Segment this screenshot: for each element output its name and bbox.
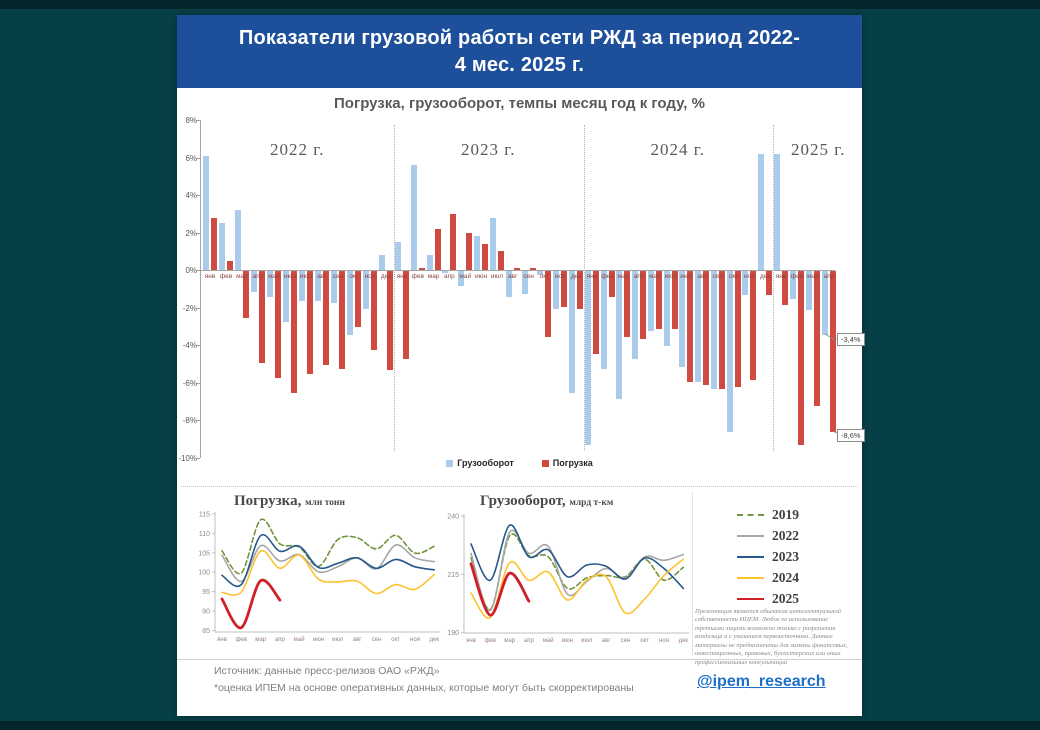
data-label-annotation: -3,4%: [837, 333, 865, 346]
bar: [387, 271, 393, 370]
line-chart-month-label: май: [293, 637, 305, 643]
month-label: май: [649, 273, 661, 280]
legend-label: Погрузка: [552, 458, 593, 468]
bar: [750, 271, 756, 380]
line-chart-month-label: мар: [255, 637, 267, 643]
bar: [211, 218, 217, 271]
line-chart-y-tick-label: 190: [447, 630, 459, 638]
bar: [703, 271, 709, 385]
month-label: дек: [759, 273, 771, 280]
month-label: мар: [807, 273, 819, 280]
line-chart-month-label: сен: [371, 637, 382, 643]
line-chart-month-label: апр: [523, 638, 534, 644]
ipem-research-link[interactable]: @ipem_research: [697, 673, 826, 690]
line-legend-sample: [737, 556, 764, 558]
y-axis-tick-label: -2%: [182, 303, 197, 313]
slide-title-line2: 4 мес. 2025 г.: [454, 53, 585, 76]
bar: [291, 271, 297, 393]
line-chart-month-label: фев: [484, 638, 497, 644]
line-chart-y-tick-label: 115: [198, 511, 210, 519]
legend-divider: [692, 492, 693, 655]
month-label: июн: [475, 273, 488, 280]
line-chart-y-tick-label: 105: [198, 550, 210, 558]
line-chart-month-label: апр: [274, 637, 285, 643]
bar: [235, 210, 241, 270]
month-label: апр: [444, 273, 455, 280]
legend-swatch: [542, 460, 549, 467]
bar: [427, 255, 433, 270]
source-line-1: Источник: данные пресс-релизов ОАО «РЖД»: [214, 665, 440, 677]
bar: [227, 261, 233, 270]
bar: [664, 271, 670, 346]
bar: [403, 271, 409, 359]
bar: [379, 255, 385, 270]
disclaimer-text: Презентация является объектом интеллектуальной собственности ИПЕМ. Любое ее использование третьими лицами возможно только с разрешения владельца и с указанием первоисточника. Данные материалы не предназначены для замены финансовых, инвестиционных, правовых, бухгалтерских или иных профессиональных консультаций: [695, 608, 848, 666]
month-label: сен: [523, 273, 534, 280]
month-label: янв: [586, 273, 598, 280]
line-legend-item-2019: [737, 504, 862, 525]
footer-divider: [177, 659, 862, 660]
bar: [758, 154, 764, 270]
bar: [822, 271, 828, 335]
bar-chart-legend: [177, 458, 862, 468]
bar: [530, 268, 536, 270]
bar: [814, 271, 820, 406]
month-label: окт: [539, 273, 550, 280]
line-chart-month-label: ноя: [410, 637, 420, 643]
line-chart-month-label: июн: [312, 637, 325, 643]
line-legend-label: 2024: [772, 569, 799, 585]
line-legend-item-2022: [737, 525, 862, 546]
month-label: мар: [236, 273, 248, 280]
bar: [395, 242, 401, 270]
y-axis-tick-label: -8%: [182, 416, 197, 425]
bar: [687, 271, 693, 382]
line-chart-month-label: окт: [640, 638, 650, 644]
bar: [203, 156, 209, 270]
bar: [569, 271, 575, 393]
month-label: авг: [317, 273, 327, 280]
month-label: фев: [219, 273, 233, 280]
bar: [435, 229, 441, 270]
line-chart-month-label: янв: [466, 638, 476, 644]
bar: [632, 271, 638, 359]
bar: [593, 271, 599, 354]
month-label: апр: [252, 273, 264, 280]
y-axis-tick-label: 2%: [185, 228, 197, 238]
line-chart-y-tick-label: 85: [202, 627, 210, 635]
y-axis-tick-label: -6%: [182, 378, 197, 388]
month-label: сен: [712, 273, 724, 280]
bar: [798, 271, 804, 445]
loading-chart-unit: млн тонн: [305, 498, 345, 508]
bottom-edge-strip: [0, 721, 1040, 730]
month-label: ноя: [554, 273, 566, 280]
month-label: май: [268, 273, 280, 280]
line-chart-month-label: сен: [620, 638, 631, 644]
line-chart-month-label: мар: [504, 638, 516, 644]
line-legend-sample: [737, 535, 764, 537]
month-label: май: [459, 273, 472, 280]
bar: [498, 251, 504, 270]
month-label: янв: [204, 273, 216, 280]
line-legend-label: 2022: [772, 527, 799, 543]
month-label: янв: [775, 273, 787, 280]
line-chart-month-label: ноя: [659, 638, 669, 644]
bar: [585, 271, 591, 445]
line-chart-y-tick-label: 110: [198, 530, 210, 538]
line-legend-sample: [737, 577, 764, 579]
line-legend-label: 2023: [772, 548, 799, 564]
month-label: июн: [664, 273, 677, 280]
series-line-2023: [222, 535, 434, 587]
line-chart-month-label: авг: [352, 637, 362, 643]
month-label: ноя: [744, 273, 755, 280]
bar: [474, 236, 480, 270]
month-label: апр: [823, 273, 835, 280]
month-label: мар: [617, 273, 630, 280]
line-legend-sample: [737, 598, 764, 600]
line-chart-month-label: май: [542, 638, 554, 644]
bar-chart: [177, 15, 862, 485]
month-label: авг: [697, 273, 707, 280]
bar: [323, 271, 329, 365]
year-divider: [394, 125, 395, 451]
bar: [419, 268, 425, 270]
y-axis-tick-label: -4%: [182, 341, 197, 350]
line-chart-month-label: дек: [429, 637, 440, 643]
month-label: фев: [601, 273, 614, 280]
loading-chart-title-comma: ,: [297, 493, 302, 509]
y-axis-tick-label: 0%: [185, 266, 197, 275]
month-label: ноя: [364, 273, 376, 280]
legend-swatch: [446, 460, 453, 467]
line-chart-y-tick-label: 100: [198, 569, 210, 577]
y-axis-tick-label: 4%: [185, 191, 197, 200]
series-line-2025: [222, 580, 280, 628]
bar: [719, 271, 725, 389]
line-legend-label: 2019: [772, 506, 799, 522]
slide-card: [177, 15, 862, 716]
line-chart-month-label: июн: [561, 638, 574, 644]
line-chart-month-label: янв: [217, 637, 227, 643]
line-legend-item-2024: [737, 567, 862, 588]
y-axis-tick-label: -10%: [178, 453, 197, 463]
month-label: фев: [790, 273, 804, 280]
bar: [735, 271, 741, 387]
bar-chart-title: Погрузка, грузооборот, темпы месяц год к году, %: [334, 95, 705, 112]
bar: [640, 271, 646, 339]
slide-title-line1: Показатели грузовой работы сети РЖД за период 2022-: [238, 26, 801, 49]
legend-item-turnover: [446, 458, 514, 468]
bar: [307, 271, 313, 374]
line-chart-y-tick-label: 215: [447, 571, 459, 579]
bar: [679, 271, 685, 367]
month-label: мар: [427, 273, 440, 280]
data-label-annotation: -8,6%: [837, 429, 865, 442]
month-label: янв: [396, 273, 408, 280]
bar: [711, 271, 717, 389]
bar: [347, 271, 353, 335]
legend-label: Грузооборот: [457, 458, 514, 468]
bar: [371, 271, 377, 350]
line-chart-month-label: фев: [235, 637, 248, 643]
bar: [411, 165, 417, 270]
month-label: авг: [508, 273, 518, 280]
month-label: окт: [349, 273, 359, 280]
year-divider: [584, 125, 585, 451]
bar: [648, 271, 654, 331]
month-label: июл: [299, 273, 313, 280]
source-line-2: *оценка ИПЕМ на основе оперативных данных, которые могут быть скорректированы: [214, 682, 634, 694]
month-label: июл: [680, 273, 693, 280]
year-label: 2022 г.: [270, 140, 325, 159]
year-label: 2025 г.: [791, 140, 846, 159]
turnover-chart-title-comma: ,: [561, 493, 566, 509]
bar: [219, 223, 225, 270]
y-axis-tick-label: 6%: [185, 153, 197, 163]
bar: [466, 233, 472, 271]
turnover-chart-unit: млрд т-км: [569, 498, 614, 508]
line-chart-y-tick-label: 95: [202, 589, 210, 597]
top-edge-strip: [0, 0, 1040, 9]
line-chart-month-label: авг: [601, 638, 611, 644]
month-label: дек: [380, 273, 392, 280]
legend-item-loading: [542, 458, 593, 468]
bar: [545, 271, 551, 337]
line-chart-month-label: июл: [581, 638, 593, 644]
bar: [339, 271, 345, 369]
line-chart-month-label: окт: [391, 637, 401, 643]
month-label: дек: [570, 273, 582, 280]
line-legend-sample: [737, 514, 764, 516]
line-charts-legend: [737, 504, 862, 609]
bar: [774, 154, 780, 270]
bar: [830, 271, 836, 432]
bar: [514, 268, 520, 270]
loading-chart-title-text: Погрузка: [234, 493, 298, 509]
y-axis-line: [200, 120, 201, 458]
month-label: апр: [633, 273, 645, 280]
line-legend-label: 2025: [772, 590, 799, 606]
line-legend-item-2023: [737, 546, 862, 567]
line-chart-y-tick-label: 90: [202, 608, 210, 616]
month-label: сен: [332, 273, 344, 280]
bar: [695, 271, 701, 382]
bar: [259, 271, 265, 363]
bar: [616, 271, 622, 399]
bar: [450, 214, 456, 270]
line-legend-item-2025: [737, 588, 862, 609]
month-label: фев: [411, 273, 424, 280]
turnover-chart-title-text: Грузооборот: [480, 493, 562, 509]
bar: [275, 271, 281, 378]
line-chart-month-label: дек: [678, 638, 689, 644]
month-label: июл: [490, 273, 503, 280]
bar: [601, 271, 607, 369]
year-label: 2023 г.: [461, 140, 516, 159]
bar: [482, 244, 488, 270]
month-label: окт: [728, 273, 739, 280]
line-chart-month-label: июл: [332, 637, 344, 643]
bar: [624, 271, 630, 337]
month-label: июн: [283, 273, 297, 280]
bar: [727, 271, 733, 432]
line-chart-y-tick-label: 240: [447, 513, 459, 521]
year-divider: [773, 125, 774, 451]
y-axis-tick-label: 8%: [185, 116, 197, 125]
bar: [490, 218, 496, 271]
year-label: 2024 г.: [650, 140, 706, 159]
